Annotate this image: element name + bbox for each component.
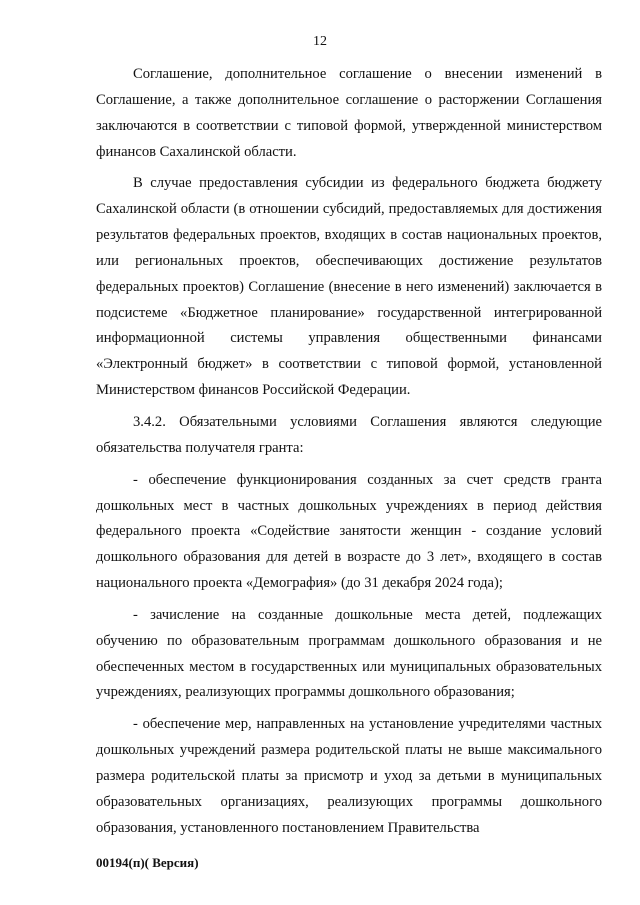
paragraph-agreement-forms: Соглашение, дополнительное соглашение о внесении изменений в Соглашение, а также дополнительное соглашение о расторжении Соглашения заключаются в соответствии с типовой формой, утвержденной министерством финансов Сахалинской области. — [96, 66, 602, 160]
document-footer-code: 00194(п)( Версия) — [96, 855, 199, 870]
document-body — [96, 62, 602, 847]
list-item-enrollment: - зачисление на созданные дошкольные места детей, подлежащих обучению по образовательным программам дошкольного образования и не обеспеченных местом в государственных или муниципальных образовательных учреждениях, реализующих программы дошкольного образования; — [96, 606, 602, 701]
list-item-functioning: - обеспечение функционирования созданных за счет средств гранта дошкольных мест в частных дошкольных учреждениях в период действия федерального проекта «Содействие занятости женщин - создание условий дошкольного образования для детей в возрасте до 3 лет», входящего в состав национального проекта «Демография» (до 31 декабря 2024 года); — [96, 471, 602, 592]
page-number: 12 — [313, 34, 327, 49]
list-item-parental-fee: - обеспечение мер, направленных на установление учредителями частных дошкольных учреждений размера родительской платы не выше максимального размера родительской платы за присмотр и уход за детьми в муниципальных образовательных организациях, реализующих программы дошкольного образования, установленного постановлением Правительства — [96, 716, 602, 836]
paragraph-federal-budget: В случае предоставления субсидии из федерального бюджета бюджету Сахалинской области (в отношении субсидий, предоставляемых для достижения результатов федеральных проектов, входящих в состав национальных проектов, или региональных проектов, обеспечивающих достижение результатов федеральных проектов) Соглашение (внесение в него изменений) заключается в подсистеме «Бюджетное планирование» государственной интегрированной информационной системы управления общественными финансами «Электронный бюджет» в соответствии с типовой формой, установленной Министерством финансов Российской Федерации. — [96, 175, 602, 399]
paragraph-clause-3-4-2: 3.4.2. Обязательными условиями Соглашения являются следующие обязательства получателя гранта: — [96, 413, 602, 456]
